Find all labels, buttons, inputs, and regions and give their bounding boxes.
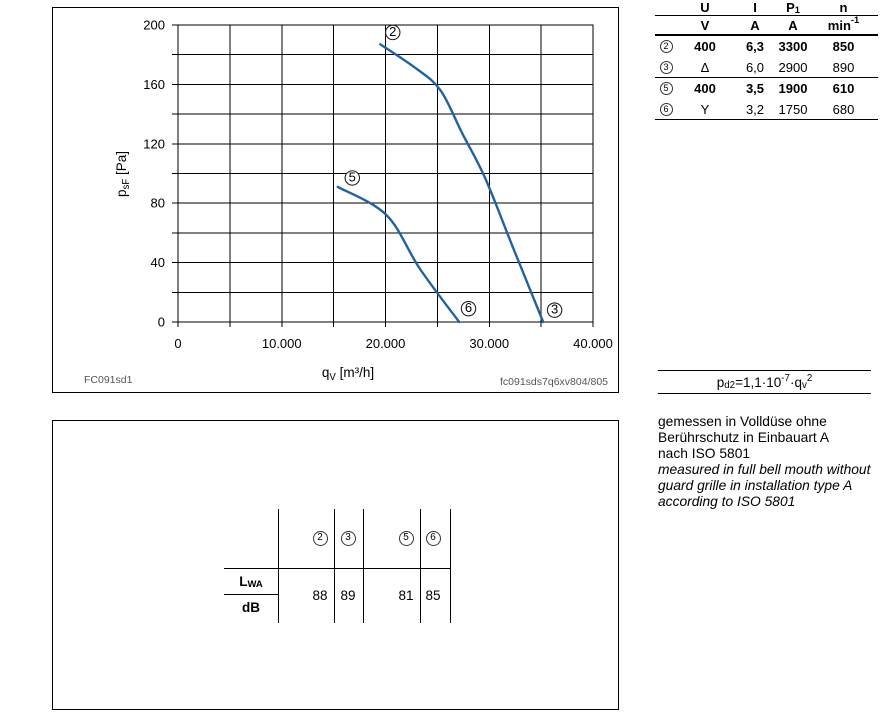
noise-value: 81 [398,587,414,603]
value-cell: 6,3 [745,39,765,54]
y-tick-label: 0 [157,314,165,330]
axis-tick-labels [143,18,613,352]
value-cell: Y [700,101,710,117]
marker-digit: 6 [464,300,473,316]
note-line: gemessen in Volldüse ohne [658,414,827,429]
noise-column-symbol [310,530,330,546]
value-cell: 400 [694,39,716,54]
power-table-row [655,57,878,78]
x-tick-label: 10.000 [261,336,302,351]
x-tick-label: 0 [174,336,182,351]
characteristic-2-3 [380,44,543,322]
y-tick-label: 80 [150,195,165,211]
column-header-text: U [700,0,710,15]
noise-label-sub: WA [247,578,263,590]
note-line: Berührschutz in Einbauart A [658,429,830,445]
characteristic-5-6 [338,187,459,322]
marker-digit: 3 [550,301,559,317]
column-header [733,1,777,14]
column-header [777,1,809,14]
value-cell: 850 [832,39,855,54]
circled-number: 5 [660,82,673,95]
power-table-header-row [655,0,878,16]
value-cell: 3300 [778,39,808,54]
power-table-row [655,78,878,99]
noise-table-vline [278,509,279,623]
value-cell: 400 [694,81,716,96]
noise-row-label [224,573,278,589]
circled-number: 6 [660,103,673,116]
column-header [677,1,733,14]
value-cell: 6,0 [745,59,765,75]
noise-label-symbol: L [239,573,248,589]
performance-chart-panel [52,7,619,393]
note-line: nach ISO 5801 [658,445,751,461]
noise-value: 88 [312,587,328,603]
column-unit [733,19,777,32]
column-unit-text: A [788,17,798,33]
circled-number: 3 [341,531,356,546]
marker-digit: 2 [389,24,397,40]
column-unit [777,19,809,32]
noise-table-vline [334,509,335,623]
curve-marker-6 [461,300,475,316]
chart-code-left: FC091sd1 [84,374,133,386]
note-line: guard grille in installation type A [658,477,853,493]
x-tick-label: 30.000 [469,336,510,351]
curve-marker-5 [345,170,359,186]
noise-value: 89 [340,587,356,603]
chart-grid [172,25,593,327]
value-cell: 1900 [778,81,808,96]
circled-number: 2 [660,40,673,53]
value-cell: 3,2 [745,101,765,117]
circled-number: 6 [426,531,441,546]
y-tick-label: 120 [143,136,165,152]
row-symbol-cell [655,61,677,74]
column-header-sub: 1 [794,4,800,15]
noise-table-vline [420,509,421,623]
column-header-text: I [753,0,757,15]
value-cell: 890 [832,59,855,75]
column-unit [809,15,878,33]
column-unit [677,19,733,32]
column-header-text: P [786,0,795,15]
fan-performance-chart [53,8,618,392]
value-cell: 680 [832,101,855,117]
curve-marker-3 [547,302,561,318]
value-cell: Δ [700,59,710,75]
noise-column-symbol [396,530,416,546]
x-axis-title: $q_V$ [m³/h] [321,365,375,383]
marker-digit: 5 [348,169,356,185]
noise-label-fraction-line [224,594,278,595]
column-unit-text: min [827,17,851,33]
noise-value: 85 [425,587,441,603]
electrical-data-table [655,0,878,120]
circled-number: 3 [660,61,673,74]
curve-marker-2 [386,24,400,40]
column-unit-text: V [700,17,710,33]
measurement-notes [658,414,890,509]
x-tick-label: 40.000 [573,336,613,351]
power-table-units-row [655,16,878,36]
noise-unit-label: dB [242,599,260,615]
row-symbol-cell [655,40,677,53]
column-unit-text: A [750,17,760,33]
note-line: measured in full bell mouth without [658,461,871,477]
column-header-text: n [839,0,848,15]
noise-column-symbol [338,530,358,546]
row-symbol-cell [655,103,677,116]
value-cell: 3,5 [745,81,765,96]
noise-table-vline [450,509,451,623]
column-header [809,1,878,14]
value-cell: 1750 [778,101,808,117]
circled-number: 2 [313,531,328,546]
row-symbol-cell [655,82,677,95]
power-table-row [655,36,878,57]
power-table-row [655,99,878,120]
x-tick-label: 20.000 [365,336,406,351]
note-line: according to ISO 5801 [658,493,796,509]
value-cell: 610 [832,81,855,96]
y-axis-title: $p_{sF}$ [Pa] [114,150,132,198]
noise-table-rule [224,568,450,569]
noise-level-panel [52,420,619,710]
value-cell: 2900 [778,59,808,75]
y-tick-label: 40 [150,255,165,271]
column-unit-sup: -1 [850,15,860,26]
y-tick-label: 160 [143,76,165,92]
y-tick-label: 200 [143,17,165,33]
noise-column-symbol [423,530,443,546]
noise-table-vline [363,509,364,623]
dynamic-pressure-formula: p d2 = 1,1 · 10 -7 · q v 2 [658,370,871,394]
circled-number: 5 [399,531,414,546]
chart-code-right: fc091sds7q6xv804/805 [500,376,608,388]
